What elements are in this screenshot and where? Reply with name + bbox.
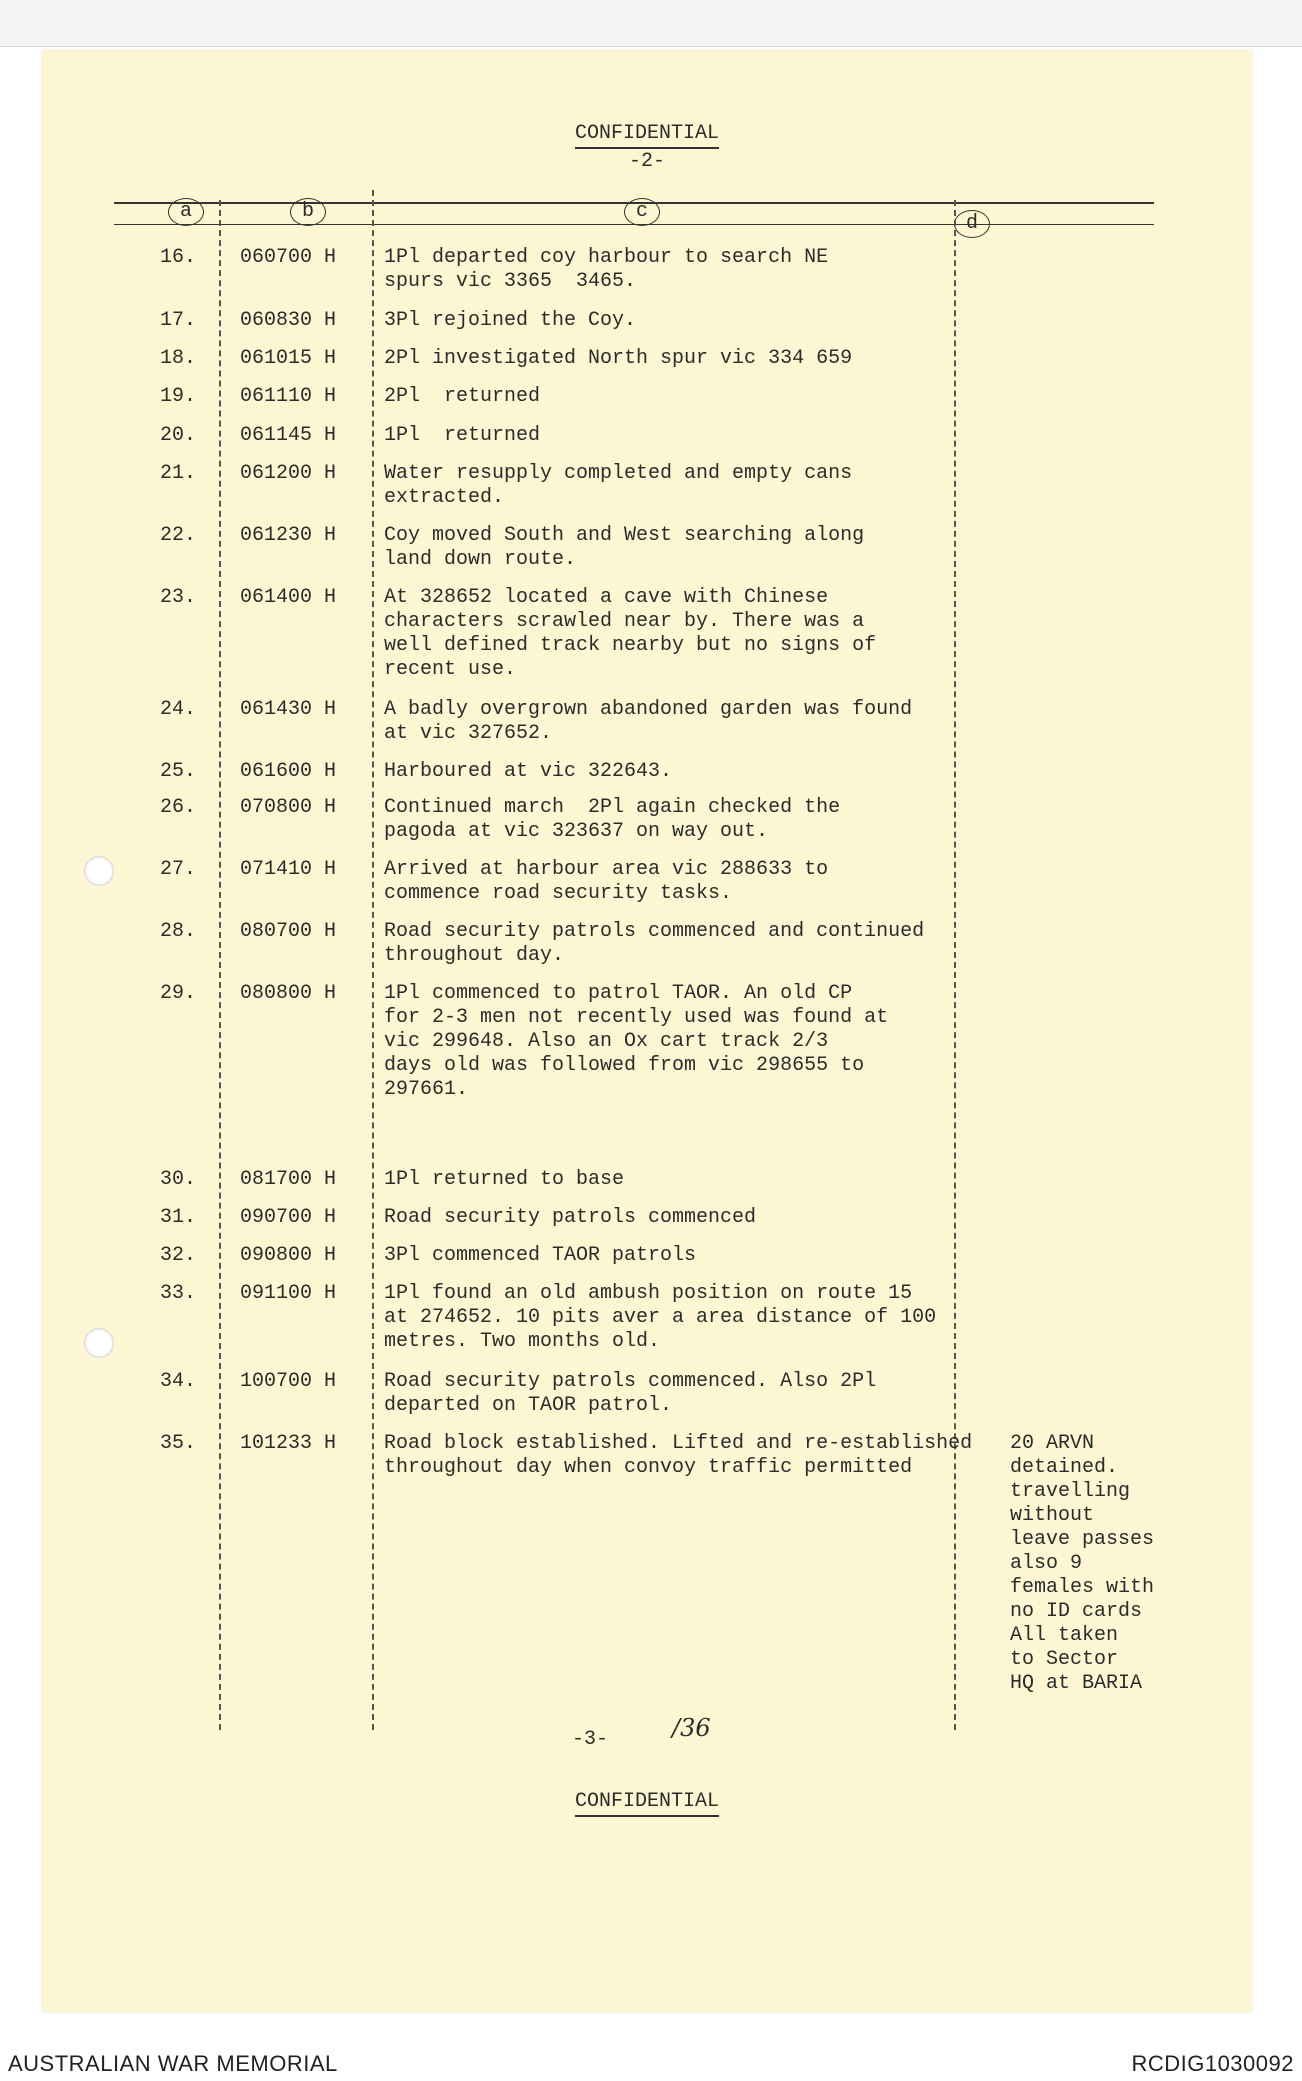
- serial-number: 22.: [160, 524, 197, 547]
- event-text: Road security patrols commenced. Also 2Pl departed on TAOR patrol.: [384, 1370, 877, 1417]
- serial-number: 16.: [160, 246, 197, 269]
- date-time-group: 061600 H: [240, 760, 337, 783]
- serial-number: 21.: [160, 462, 197, 485]
- date-time-group: 101233 H: [240, 1432, 337, 1455]
- date-time-group: 091100 H: [240, 1282, 337, 1305]
- serial-number: 31.: [160, 1206, 197, 1229]
- event-text: Coy moved South and West searching along land down route.: [384, 524, 865, 571]
- event-text: 3Pl rejoined the Coy.: [384, 309, 637, 332]
- serial-number: 25.: [160, 760, 197, 783]
- serial-number: 24.: [160, 698, 197, 721]
- serial-number: 30.: [160, 1168, 197, 1191]
- event-text: 1Pl departed coy harbour to search NE spurs vic 3365 3465.: [384, 246, 829, 293]
- serial-number: 18.: [160, 347, 197, 370]
- credit-right: RCDIG1030092: [1131, 2051, 1294, 2076]
- event-text: 2Pl returned: [384, 385, 541, 408]
- date-time-group: 061200 H: [240, 462, 337, 485]
- date-time-group: 100700 H: [240, 1370, 337, 1393]
- serial-number: 27.: [160, 858, 197, 881]
- punch-hole: [84, 1328, 114, 1358]
- punch-hole: [84, 856, 114, 886]
- event-text: 1Pl found an old ambush position on route 15 at 274652. 10 pits aver a area distance of 100 metres. Two months old.: [384, 1282, 937, 1353]
- scan-top-strip: [0, 0, 1302, 47]
- page-marker-top: -2-: [628, 150, 665, 173]
- event-text: 1Pl returned: [384, 424, 541, 447]
- event-text: 3Pl commenced TAOR patrols: [384, 1244, 697, 1267]
- date-time-group: 061015 H: [240, 347, 337, 370]
- classification-top: CONFIDENTIAL: [42, 122, 1252, 145]
- serial-number: 29.: [160, 982, 197, 1005]
- event-text: 2Pl investigated North spur vic 334 659: [384, 347, 853, 370]
- date-time-group: 070800 H: [240, 796, 337, 819]
- date-time-group: 060700 H: [240, 246, 337, 269]
- serial-number: 34.: [160, 1370, 197, 1393]
- handwritten-folio: /36: [672, 1714, 711, 1742]
- serial-number: 17.: [160, 309, 197, 332]
- date-time-group: 090800 H: [240, 1244, 337, 1267]
- credit-left: AUSTRALIAN WAR MEMORIAL: [8, 2051, 338, 2076]
- date-time-group: 081700 H: [240, 1168, 337, 1191]
- column-header-c: c: [622, 198, 662, 226]
- serial-number: 32.: [160, 1244, 197, 1267]
- event-text: 1Pl commenced to patrol TAOR. An old CP for 2-3 men not recently used was found at vic 299648. Also an Ox cart track 2/3 days old was followed from vic 298655 to 297661.: [384, 982, 889, 1101]
- column-divider-2: [372, 190, 374, 1730]
- event-text: 1Pl returned to base: [384, 1168, 625, 1191]
- serial-number: 20.: [160, 424, 197, 447]
- column-header-d: d: [952, 210, 992, 238]
- event-text: Harboured at vic 322643.: [384, 760, 673, 783]
- serial-number: 35.: [160, 1432, 197, 1455]
- date-time-group: 061110 H: [240, 385, 337, 408]
- column-header-b: b: [288, 198, 328, 226]
- date-time-group: 080800 H: [240, 982, 337, 1005]
- date-time-group: 061400 H: [240, 586, 337, 609]
- date-time-group: 071410 H: [240, 858, 337, 881]
- classification-bottom: CONFIDENTIAL: [42, 1790, 1252, 1813]
- serial-number: 23.: [160, 586, 197, 609]
- event-text: Arrived at harbour area vic 288633 to commence road security tasks.: [384, 858, 829, 905]
- date-time-group: 060830 H: [240, 309, 337, 332]
- serial-number: 26.: [160, 796, 197, 819]
- event-text: Road block established. Lifted and re-established throughout day when convoy traffic permitted: [384, 1432, 973, 1479]
- serial-number: 19.: [160, 385, 197, 408]
- date-time-group: 061430 H: [240, 698, 337, 721]
- date-time-group: 080700 H: [240, 920, 337, 943]
- event-text: A badly overgrown abandoned garden was found at vic 327652.: [384, 698, 913, 745]
- event-text: At 328652 located a cave with Chinese characters scrawled near by. There was a well defined track nearby but no signs of recent use.: [384, 586, 877, 681]
- date-time-group: 061145 H: [240, 424, 337, 447]
- column-header-a: a: [166, 198, 206, 226]
- serial-number: 28.: [160, 920, 197, 943]
- event-text: Road security patrols commenced: [384, 1206, 757, 1229]
- event-text: Water resupply completed and empty cans extracted.: [384, 462, 853, 509]
- page-marker-bottom: -3-: [572, 1728, 609, 1751]
- date-time-group: 090700 H: [240, 1206, 337, 1229]
- event-text: Road security patrols commenced and continued throughout day.: [384, 920, 925, 967]
- serial-number: 33.: [160, 1282, 197, 1305]
- event-text: Continued march 2Pl again checked the pagoda at vic 323637 on way out.: [384, 796, 841, 843]
- remarks-text: 20 ARVN detained. travelling without leave passes also 9 females with no ID cards All taken to Sector HQ at BARIA: [1010, 1432, 1155, 1695]
- document-page: [42, 50, 1252, 2012]
- date-time-group: 061230 H: [240, 524, 337, 547]
